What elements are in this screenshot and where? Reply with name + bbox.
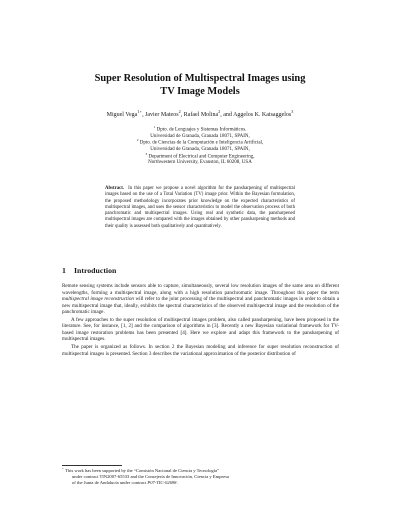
affiliation-mark: 2 <box>136 138 139 143</box>
body-text <box>62 283 339 358</box>
author-separator: , <box>180 112 184 118</box>
affiliation-line: Universidad de Granada, Granada 18071, SPAIN, <box>150 147 250 153</box>
affiliation-line: $^3$ Department of Electrical and Computer Engineering, <box>145 151 255 160</box>
author-mark: 1⋆ <box>137 109 143 114</box>
title-line-2: TV Image Models <box>160 86 240 97</box>
author-separator: , and <box>220 112 234 118</box>
affiliation-line: Northwestern University, Evanston, IL 60208, USA <box>148 160 252 166</box>
footnote-line: under contract TIN2007-65533 and the Consejería de Innovación, Ciencia y Empresa <box>72 474 229 479</box>
abstract-text: In this paper we propose a novel algorithm for the pansharpening of multispectral images based on the use of a Total Variation (TV) image prior. Within the Bayesian formulation, the proposed methodology incorporates prior knowledge on the expected characteristics of multispectral images, and uses the sensor characteristics to model the observation process of both panchromatic and multispectral images. Using real and synthetic data, the pansharpened multispectral images are compared with the images obtained by other pansharpening methods and their quality is assessed both qualitatively and quantitatively. <box>105 186 296 229</box>
title-line-1: Super Resolution of Multispectral Images using <box>94 73 306 84</box>
section-title: Introduction <box>74 266 117 275</box>
footnote-rule <box>62 465 122 466</box>
author-name: Miguel Vega <box>106 112 138 118</box>
footnote-line: of the Junta de Andalucía under contract P07-TIC-02698. <box>72 480 178 485</box>
emphasized-term: multispectral image reconstruction <box>62 296 134 302</box>
paragraph: A few approaches to the super resolution of multispectral images problem, also called pansharpening, have been proposed in the literature. See, for instance, [1, 2] and the comparison of algorithms in [3]. Recently a new Bayesian variational framework for TV-based image restoration problems has been presented [4]. Here we explore and adapt this framework to the pansharpening of multispectral images. <box>62 316 339 343</box>
author-list <box>40 111 360 119</box>
author-mark: 3 <box>291 109 294 114</box>
author-name: Javier Mateos <box>145 112 179 118</box>
author-separator: , <box>142 112 146 118</box>
affiliation-line: Universidad de Granada, Granada 18071, SPAIN, <box>150 133 250 139</box>
paragraph: Remote sensing systems include sensors able to capture, simultaneously, several low resolution images of the same area on different wavelengths, forming a multispectral image, along with a high resolution panchromatic image. Throughout this paper the term multispectral image reconstruction will refer to the joint processing of the multispectral and panchromatic images in order to obtain a new multispectral image that, ideally, exhibits the spectral characteristics of the observed multispectral image and the resolution of the panchromatic image. <box>62 283 340 315</box>
paragraph: The paper is organized as follows. In section 2 the Bayesian modeling and inference for super resolution reconstruction of multispectral images is presented. Section 3 describes the variational approximation of the posterior distribution of <box>62 344 339 357</box>
footnote <box>62 468 339 486</box>
section-number: 1 <box>62 266 66 275</box>
affiliation-line: $^2$ Dpto. de Ciencias de la Computación e Inteligencia Artificial, <box>136 138 264 146</box>
footnote-mark: ⋆ <box>62 466 65 471</box>
footnote-line: ⋆ This work has been supported by the “Comisión Nacional de Ciencia y Tecnología” <box>62 466 220 473</box>
author-name: Rafael Molina <box>183 112 219 118</box>
affiliation-mark: 1 <box>153 125 156 129</box>
affiliations <box>80 127 320 167</box>
abstract-label: Abstract. <box>105 186 125 191</box>
author-name: Aggelos K. Katsaggelos <box>233 112 292 118</box>
author-mark: 2 <box>218 109 221 114</box>
paper-title <box>60 72 340 98</box>
affiliation-line: $^1$ Dpto. de Lenguajes y Sistemas Informáticos. <box>153 125 247 133</box>
abstract <box>105 186 295 230</box>
author-mark: 2 <box>178 109 181 114</box>
affiliation-mark: 3 <box>145 151 148 156</box>
section-heading <box>62 266 116 275</box>
